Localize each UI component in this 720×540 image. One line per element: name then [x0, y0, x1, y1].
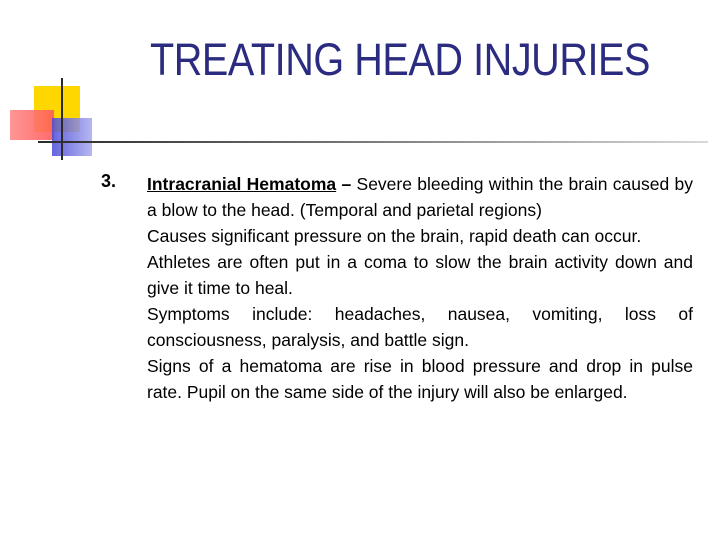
slide-title: TREATING HEAD INJURIES: [149, 34, 651, 85]
body-line-2: Causes significant pressure on the brain, rapid death can occur.: [147, 226, 642, 246]
body-line-3: Athletes are often put in a coma to slow the brain activity down and give it time to heal.: [147, 252, 693, 298]
body-line-1: Severe bleeding within the brain caused by a blow to the head. (Temporal and parietal regions): [147, 174, 693, 220]
item-number: 3.: [101, 171, 117, 191]
slide-body: [147, 171, 693, 405]
vertical-divider-line: [61, 78, 63, 160]
body-line-4: Symptoms include: headaches, nausea, vomiting, loss of consciousness, paralysis, and battle sign.: [147, 304, 693, 350]
term-dash: –: [336, 174, 357, 194]
blue-square-decoration: [52, 118, 92, 156]
body-paragraph-1: [147, 171, 693, 223]
red-square-decoration: [10, 110, 54, 140]
body-line-5: Signs of a hematoma are rise in blood pressure and drop in pulse rate. Pupil on the same side of the injury will also be enlarged.: [147, 356, 693, 402]
term-heading: Intracranial Hematoma: [147, 174, 337, 194]
title-underline-rule: [38, 141, 708, 143]
